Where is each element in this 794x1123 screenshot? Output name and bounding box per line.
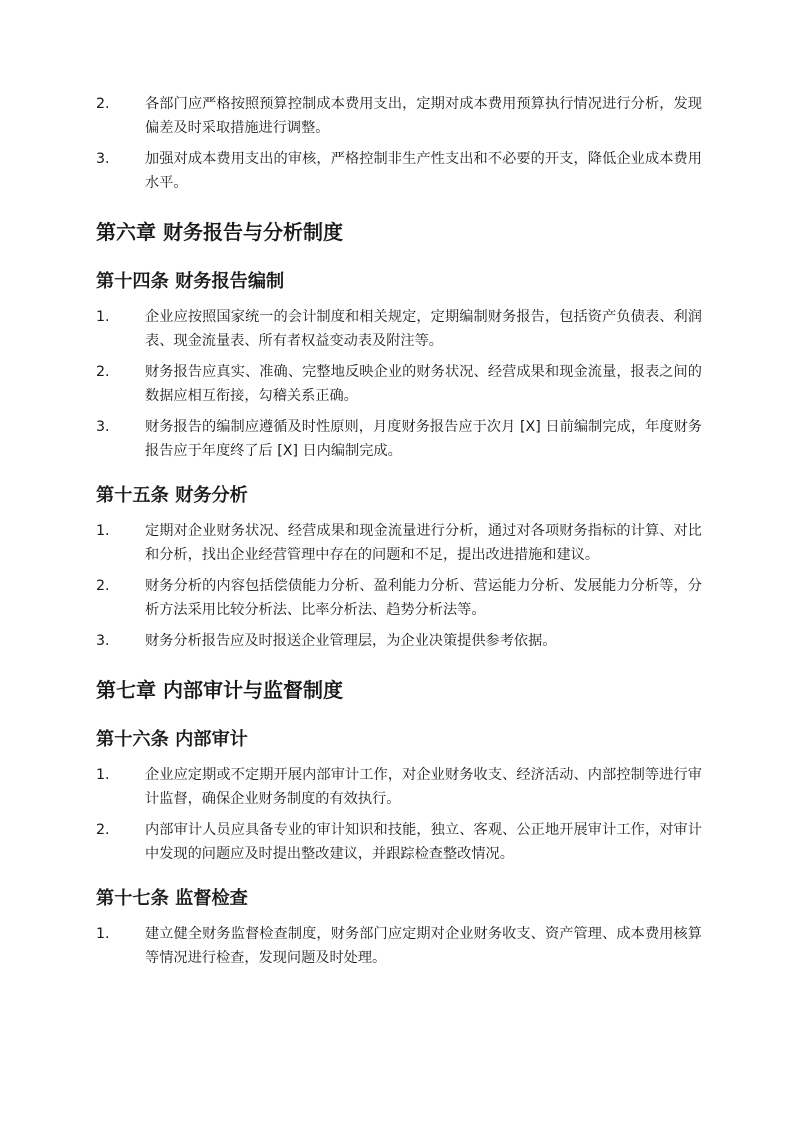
chapter-7-heading: 第七章 内部审计与监督制度 bbox=[96, 678, 343, 702]
list-item bbox=[96, 763, 702, 811]
item-number: 1. bbox=[96, 767, 110, 783]
item-number: 1. bbox=[96, 926, 110, 942]
intro-list bbox=[96, 92, 702, 195]
list-item bbox=[96, 519, 702, 567]
list-item bbox=[96, 305, 702, 353]
item-number: 2. bbox=[96, 96, 110, 112]
chapter-6-heading: 第六章 财务报告与分析制度 bbox=[96, 220, 343, 244]
article-16-heading: 第十六条 内部审计 bbox=[96, 729, 248, 750]
item-number: 2. bbox=[96, 822, 110, 838]
item-text: 财务报告的编制应遵循及时性原则，月度财务报告应于次月 [X] 日前编制完成，年度财务报告应于年度终了后 [X] 日内编制完成。 bbox=[145, 419, 702, 459]
article-14-heading: 第十四条 财务报告编制 bbox=[96, 271, 285, 292]
article-14-list bbox=[96, 305, 702, 463]
list-item bbox=[96, 415, 702, 463]
list-item bbox=[96, 818, 702, 866]
article-15-heading: 第十五条 财务分析 bbox=[96, 485, 248, 506]
item-text: 建立健全财务监督检查制度，财务部门应定期对企业财务收支、资产管理、成本费用核算等情况进行检查，发现问题及时处理。 bbox=[145, 926, 702, 966]
item-text: 财务分析的内容包括偿债能力分析、盈利能力分析、营运能力分析、发展能力分析等，分析方法采用比较分析法、比率分析法、趋势分析法等。 bbox=[145, 578, 702, 618]
article-15-list bbox=[96, 519, 702, 653]
item-text: 内部审计人员应具备专业的审计知识和技能，独立、客观、公正地开展审计工作，对审计中发现的问题应及时提出整改建议，并跟踪检查整改情况。 bbox=[145, 822, 702, 862]
item-text: 企业应按照国家统一的会计制度和相关规定，定期编制财务报告，包括资产负债表、利润表、现金流量表、所有者权益变动表及附注等。 bbox=[145, 309, 702, 349]
list-item bbox=[96, 92, 702, 140]
item-number: 2. bbox=[96, 578, 110, 594]
item-number: 3. bbox=[96, 419, 110, 435]
list-item bbox=[96, 922, 702, 970]
item-text: 各部门应严格按照预算控制成本费用支出，定期对成本费用预算执行情况进行分析，发现偏差及时采取措施进行调整。 bbox=[145, 96, 702, 136]
item-text: 企业应定期或不定期开展内部审计工作，对企业财务收支、经济活动、内部控制等进行审计监督，确保企业财务制度的有效执行。 bbox=[145, 767, 702, 807]
item-text: 财务报告应真实、准确、完整地反映企业的财务状况、经营成果和现金流量，报表之间的数据应相互衔接，勾稽关系正确。 bbox=[145, 364, 702, 404]
item-number: 3. bbox=[96, 633, 110, 649]
item-text: 加强对成本费用支出的审核，严格控制非生产性支出和不必要的开支，降低企业成本费用水平。 bbox=[145, 151, 702, 191]
list-item bbox=[96, 147, 702, 195]
list-item bbox=[96, 629, 702, 653]
article-16-list bbox=[96, 763, 702, 866]
item-number: 2. bbox=[96, 364, 110, 380]
list-item bbox=[96, 360, 702, 408]
item-text: 财务分析报告应及时报送企业管理层，为企业决策提供参考依据。 bbox=[145, 633, 557, 649]
document-body bbox=[96, 92, 702, 977]
item-number: 1. bbox=[96, 523, 110, 539]
item-number: 3. bbox=[96, 151, 110, 167]
item-number: 1. bbox=[96, 309, 110, 325]
article-17-list bbox=[96, 922, 702, 970]
item-text: 定期对企业财务状况、经营成果和现金流量进行分析，通过对各项财务指标的计算、对比和分析，找出企业经营管理中存在的问题和不足，提出改进措施和建议。 bbox=[145, 523, 702, 563]
list-item bbox=[96, 574, 702, 622]
article-17-heading: 第十七条 监督检查 bbox=[96, 888, 248, 909]
